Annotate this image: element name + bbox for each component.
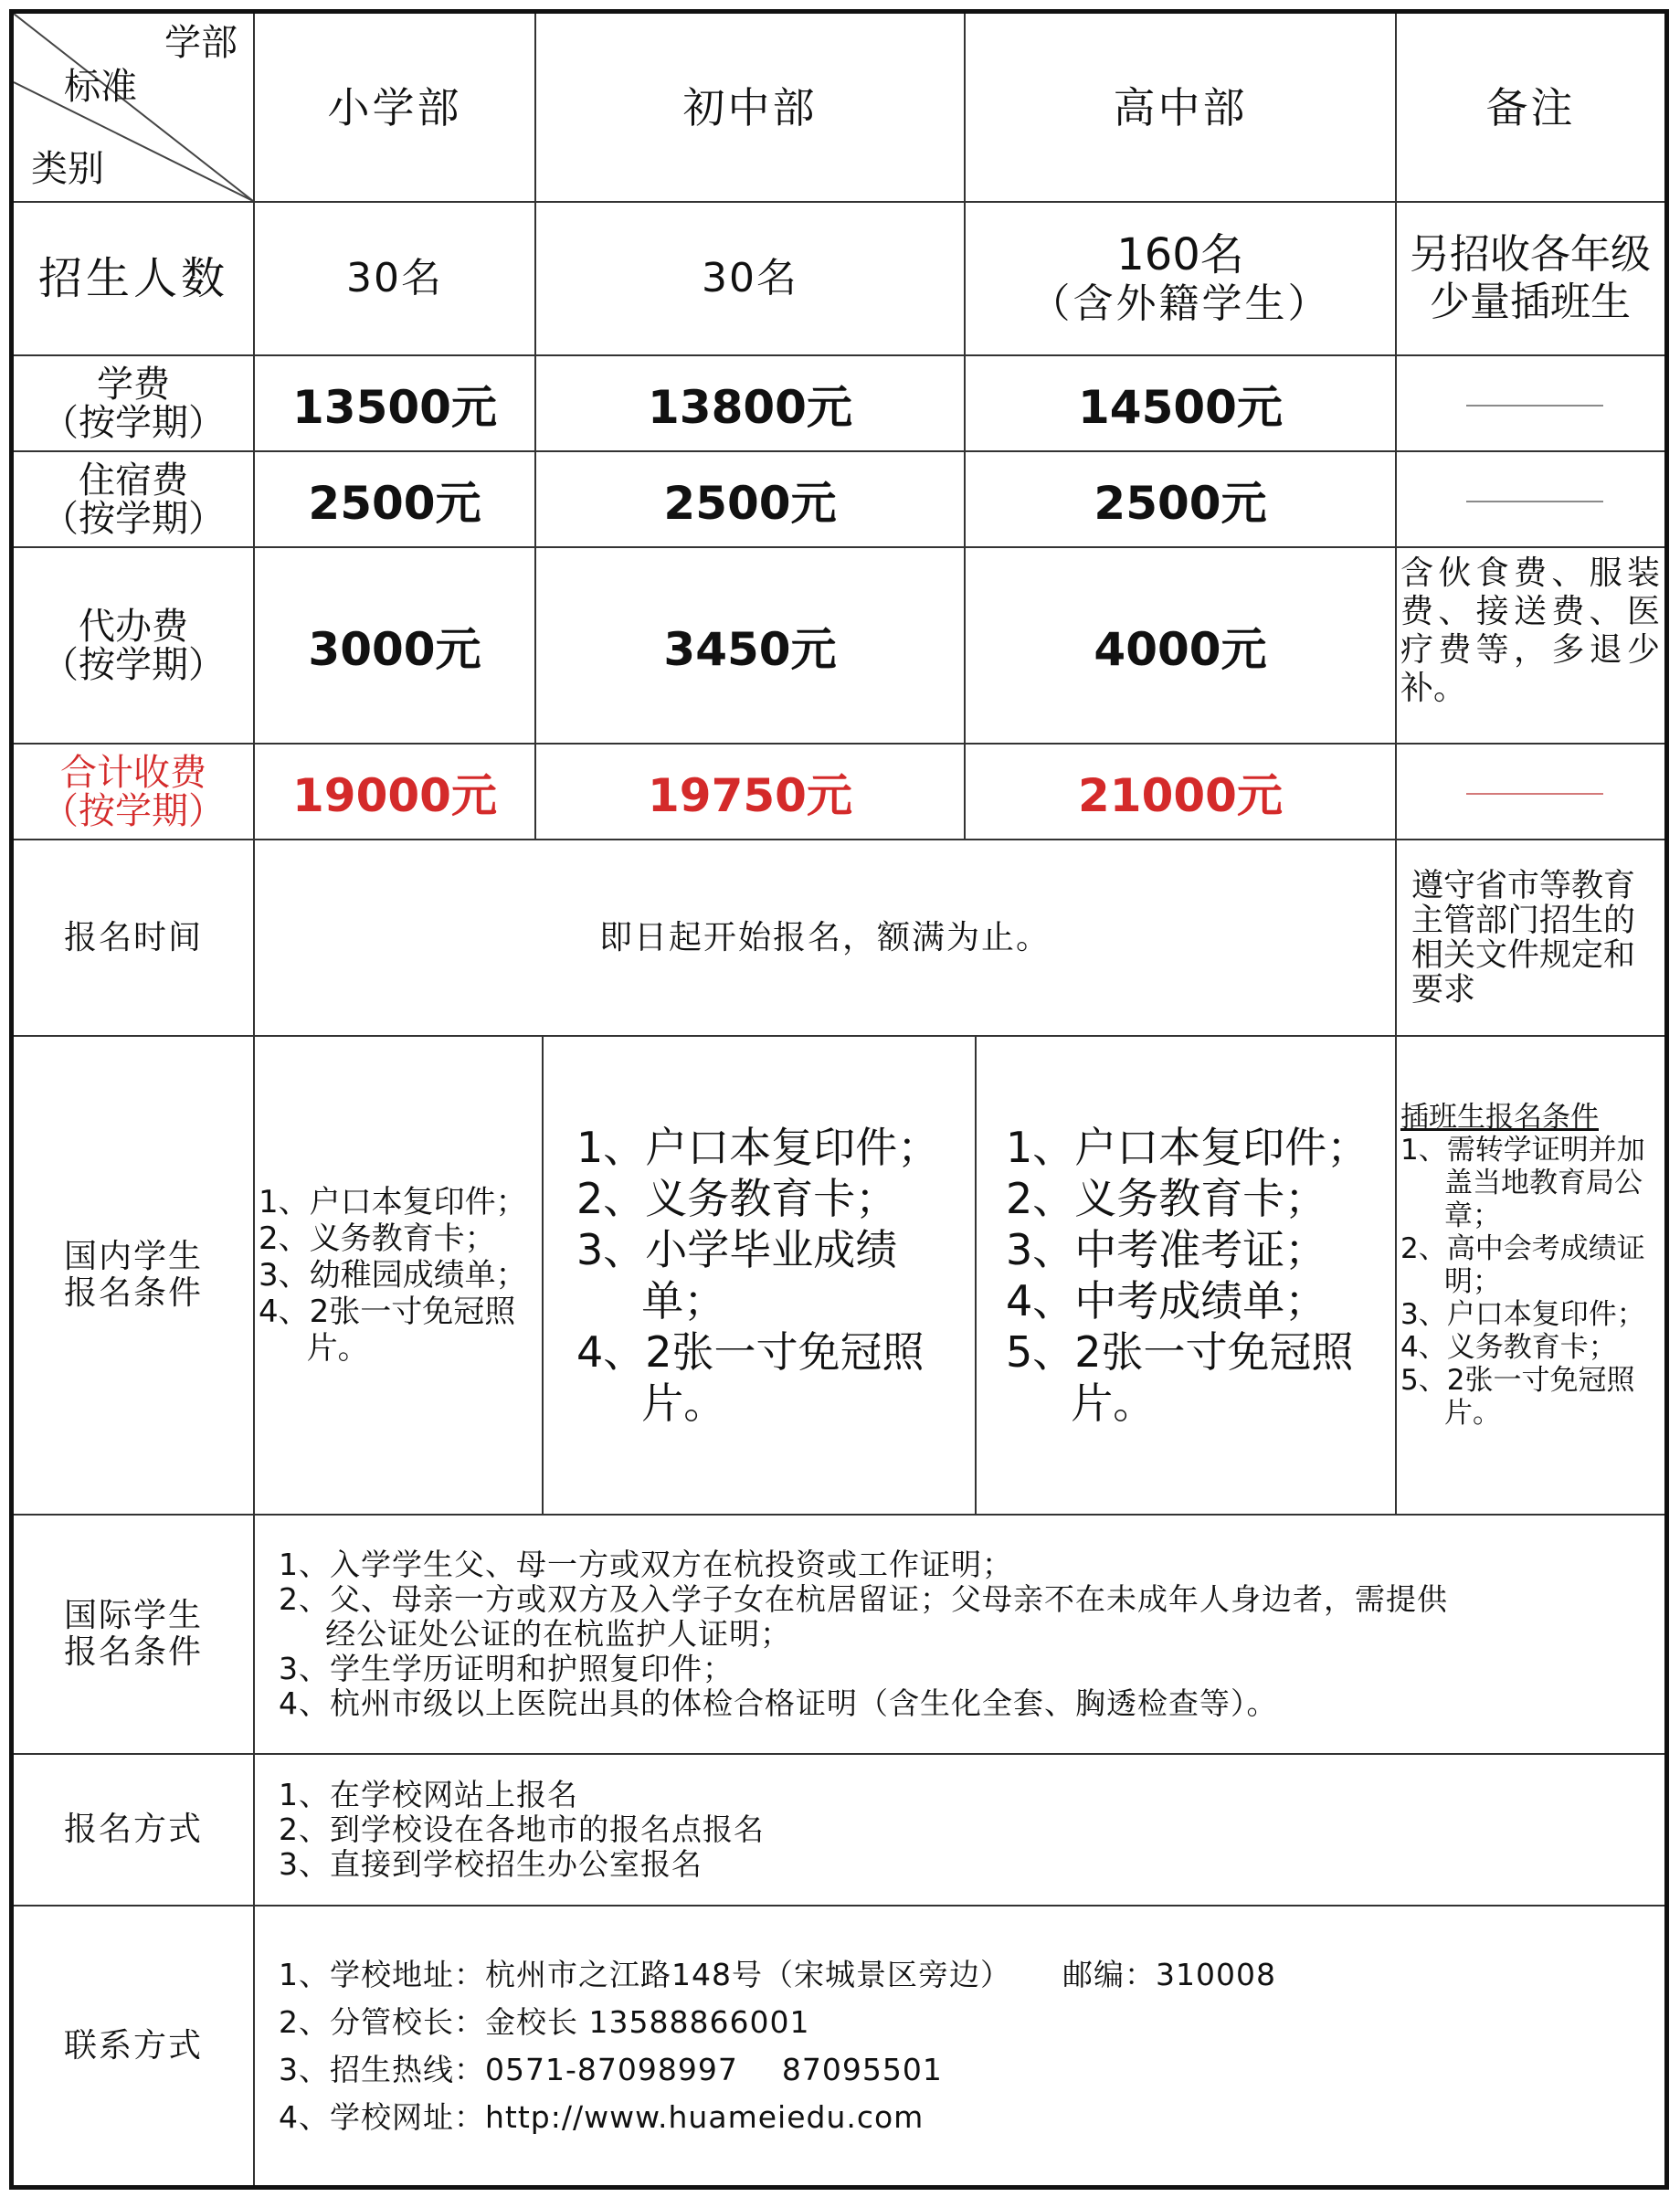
- label-domestic-line1: 国内学生: [63, 1238, 203, 1275]
- enrollment-senior-note: （含外籍学生）: [1030, 280, 1331, 327]
- domestic-junior-list: [544, 1037, 975, 1514]
- label-contact: 联系方式: [63, 2026, 203, 2065]
- list-item: 3、学生学历证明和护照复印件；: [279, 1651, 734, 1686]
- label-domestic-line2: 报名条件: [63, 1274, 203, 1312]
- enrollment-primary: 30名: [346, 255, 443, 301]
- enrollment-senior: [966, 203, 1395, 354]
- registration-method-list: [279, 1755, 1649, 1905]
- contact-address: 1、学校地址：杭州市之江路148号（宋城景区旁边）: [279, 1956, 1011, 1992]
- list-item: 2、父、母亲一方或双方及入学子女在杭居留证；父母亲不在未成年人身边者，需提供经公证处公证的在杭监护人证明；: [279, 1581, 1448, 1652]
- total-primary: 19000元: [292, 768, 497, 822]
- contact-principal: 2、分管校长：金校长 13588866001: [279, 2003, 810, 2040]
- list-item: 4、2张一寸免冠照片。: [576, 1327, 925, 1428]
- domestic-senior-list: [977, 1037, 1395, 1514]
- header-junior-high: 初中部: [682, 82, 818, 132]
- label-international-line1: 国际学生: [63, 1597, 203, 1634]
- label-boarding-name: 住宿费: [79, 459, 188, 502]
- label-enrollment: 招生人数: [37, 253, 228, 304]
- registration-time-notes: 遵守省市等教育主管部门招生的相关文件规定和要求: [1411, 867, 1636, 1009]
- label-agency-name: 代办费: [79, 605, 188, 648]
- contact-website-link[interactable]: 4、学校网址：http://www.huameiedu.com: [279, 2098, 925, 2135]
- international-list: [279, 1516, 1649, 1753]
- list-item: 4、义务教育卡；: [1400, 1331, 1617, 1364]
- label-registration-time: 报名时间: [63, 918, 203, 956]
- domestic-transfer-notes: [1399, 1101, 1664, 1466]
- tuition-senior: 14500元: [1078, 380, 1283, 434]
- label-total: [14, 745, 253, 839]
- list-item: 2、义务教育卡；: [1006, 1174, 1327, 1223]
- contact-address-line: [279, 1951, 1276, 1999]
- label-international-line2: 报名条件: [63, 1633, 203, 1671]
- tuition-primary: 13500元: [292, 380, 497, 434]
- admission-fee-table: [9, 9, 1669, 2190]
- header-senior-high: 高中部: [1113, 82, 1248, 132]
- agency-notes: 含伙食费、服装费、接送费、医疗费等，多退少补。: [1400, 555, 1660, 707]
- list-item: 5、2张一寸免冠照片。: [1400, 1364, 1635, 1430]
- domestic-primary-list: [255, 1037, 542, 1514]
- boarding-notes-dash: [1466, 501, 1603, 502]
- label-domestic: [14, 1037, 253, 1514]
- label-total-period: （按学期）: [42, 789, 225, 832]
- agency-primary: 3000元: [308, 622, 481, 676]
- label-boarding-period: （按学期）: [42, 497, 225, 540]
- list-item: 1、入学学生父、母一方或双方在杭投资或工作证明；: [279, 1547, 1013, 1582]
- list-item: 1、户口本复印件；: [576, 1123, 940, 1172]
- total-junior: 19750元: [648, 768, 852, 822]
- list-item: 1、需转学证明并加盖当地教育局公章；: [1400, 1134, 1645, 1232]
- registration-time-value: 即日起开始报名，额满为止。: [598, 918, 1051, 956]
- list-item: 3、户口本复印件；: [1400, 1298, 1645, 1331]
- header-corner-category: 类别: [31, 148, 104, 190]
- boarding-primary: 2500元: [308, 476, 481, 530]
- label-tuition-period: （按学期）: [42, 401, 225, 444]
- label-international: [14, 1516, 253, 1753]
- column-divider: [1395, 14, 1397, 1514]
- list-item: 4、中考成绩单；: [1006, 1276, 1327, 1326]
- list-item: 5、2张一寸免冠照片。: [1006, 1327, 1354, 1428]
- contact-hotline-line: [279, 2046, 1276, 2094]
- tuition-notes-dash: [1466, 405, 1603, 407]
- list-item: 1、户口本复印件；: [259, 1184, 527, 1220]
- transfer-notes-title: 插班生报名条件: [1400, 1101, 1599, 1134]
- list-item: 2、高中会考成绩证明；: [1400, 1232, 1645, 1298]
- label-agency-fee: [14, 548, 253, 743]
- total-notes-dash: [1466, 793, 1603, 795]
- contact-list: [279, 1907, 1649, 2185]
- header-primary-school: 小学部: [327, 82, 462, 132]
- list-item: 3、直接到学校招生办公室报名: [279, 1846, 703, 1882]
- contact-postcode: 邮编：310008: [1062, 1956, 1276, 1992]
- agency-junior: 3450元: [663, 622, 837, 676]
- list-item: 1、在学校网站上报名: [279, 1777, 578, 1812]
- header-corner-department: 学部: [164, 22, 238, 64]
- contact-hotline-2: 87095501: [781, 2051, 943, 2087]
- boarding-junior: 2500元: [663, 476, 837, 530]
- list-item: 1、户口本复印件；: [1006, 1123, 1369, 1172]
- list-item: 4、杭州市级以上医院出具的体检合格证明（含生化全套、胸透检查等）。: [279, 1685, 1278, 1721]
- list-item: 4、2张一寸免冠照片。: [259, 1294, 516, 1367]
- list-item: 2、义务教育卡；: [576, 1174, 898, 1223]
- contact-hotline: 3、招生热线：0571-87098997: [279, 2051, 738, 2087]
- list-item: 3、幼稚园成绩单；: [259, 1257, 527, 1294]
- enrollment-senior-count: 160名: [1116, 229, 1244, 280]
- agency-senior: 4000元: [1094, 622, 1267, 676]
- label-boarding: [14, 452, 253, 546]
- total-senior: 21000元: [1078, 768, 1283, 822]
- header-corner-standard: 标准: [64, 66, 137, 108]
- header-notes: 备注: [1485, 82, 1576, 132]
- list-item: 3、小学毕业成绩单；: [576, 1225, 898, 1326]
- label-agency-period: （按学期）: [42, 643, 225, 686]
- list-item: 2、到学校设在各地市的报名点报名: [279, 1811, 765, 1847]
- list-item: 2、义务教育卡；: [259, 1220, 496, 1257]
- list-item: 3、中考准考证；: [1006, 1225, 1327, 1274]
- tuition-junior: 13800元: [648, 380, 852, 434]
- label-tuition: [14, 356, 253, 450]
- boarding-senior: 2500元: [1094, 476, 1267, 530]
- label-tuition-name: 学费: [97, 363, 170, 406]
- label-registration-method: 报名方式: [63, 1811, 203, 1848]
- enrollment-junior: 30名: [702, 255, 798, 301]
- enrollment-notes: 另招收各年级少量插班生: [1410, 231, 1651, 325]
- label-total-name: 合计收费: [60, 751, 206, 794]
